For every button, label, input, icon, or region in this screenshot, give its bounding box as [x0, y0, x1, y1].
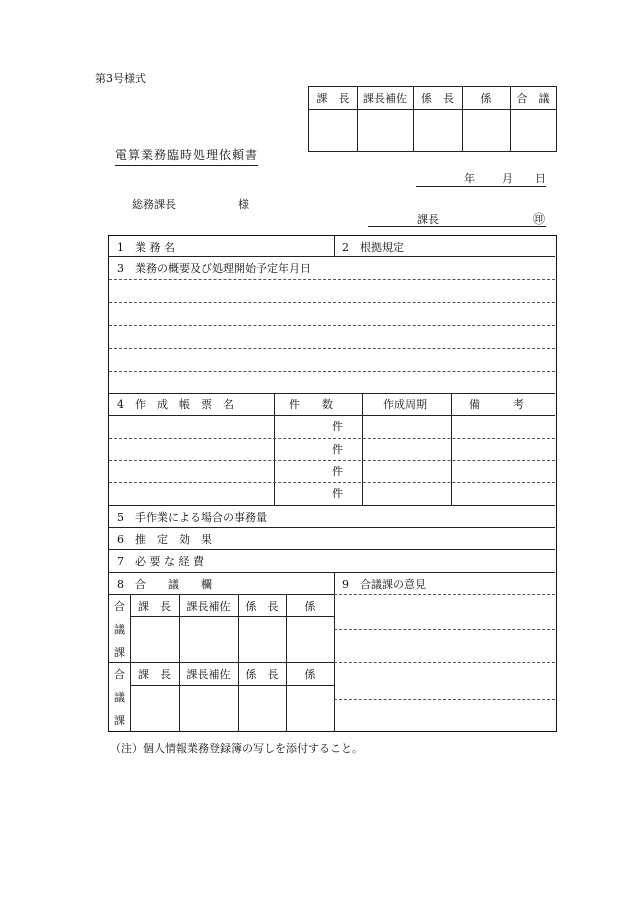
consult-1-header-deputy: 課長補佐 — [186, 600, 231, 613]
section-7-label: 7 必 要 な 経 費 — [117, 555, 204, 568]
consult-1-side-char-2: 議 — [114, 623, 125, 636]
approval-header-subsection-chief: 係 長 — [421, 92, 454, 105]
section-2-label: 2 根拠規定 — [342, 241, 404, 254]
count-unit-row-1: 件 — [332, 420, 343, 433]
consult-2-header-deputy: 課長補佐 — [186, 668, 231, 681]
form-number: 第3号様式 — [95, 72, 146, 85]
count-unit-row-2: 件 — [332, 443, 343, 456]
section-9-label: 9 合議課の意見 — [342, 578, 426, 591]
count-unit-row-4: 件 — [332, 487, 343, 500]
consult-2-side-char-2: 議 — [114, 691, 125, 704]
requester-signature-line — [368, 210, 546, 227]
approval-stamp-table — [308, 86, 557, 152]
seal-mark-icon: ㊞ — [533, 212, 546, 226]
approval-header-consultation: 合 議 — [516, 92, 550, 105]
addressee-honorific: 様 — [238, 198, 249, 211]
consult-1-side-char-1: 合 — [114, 600, 125, 613]
approval-header-deputy-chief: 課長補佐 — [363, 92, 407, 105]
consult-2-side-char-1: 合 — [114, 668, 125, 681]
form-title: 電算業務臨時処理依頼書 — [115, 146, 258, 166]
approval-header-section-chief: 課 長 — [316, 92, 350, 105]
consult-1-side-char-3: 課 — [114, 646, 125, 659]
requester-title: 課長 — [417, 213, 439, 226]
consult-2-header-chief: 課 長 — [138, 668, 171, 681]
section-4-note-header: 備 考 — [469, 398, 524, 411]
section-1-label: 1 業 務 名 — [117, 241, 175, 254]
footnote: （注）個人情報業務登録簿の写しを添付すること。 — [110, 742, 363, 755]
section-8-label: 8 合 議 欄 — [117, 578, 212, 591]
section-5-label: 5 手作業による場合の事務量 — [117, 511, 267, 524]
date-month-label: 月 — [502, 172, 513, 185]
section-4-label — [117, 399, 267, 410]
count-unit-row-3: 件 — [332, 465, 343, 478]
date-line — [416, 170, 546, 187]
approval-header-staff: 係 — [480, 92, 492, 105]
date-day-label: 日 — [535, 172, 546, 185]
consult-2-header-staff: 係 — [304, 668, 316, 681]
consult-2-header-subchief: 係 長 — [245, 668, 279, 681]
date-year-label: 年 — [464, 172, 475, 185]
section-4-cycle-header: 作成周期 — [383, 398, 427, 411]
main-form-table — [108, 235, 557, 732]
section-4-count-header: 件 数 — [289, 398, 333, 411]
consult-1-header-staff: 係 — [304, 600, 316, 613]
consult-1-header-subchief: 係 長 — [245, 600, 279, 613]
section-6-label: 6 推 定 効 果 — [117, 533, 212, 546]
addressee-dept: 総務課長 — [132, 198, 176, 211]
consult-2-side-char-3: 課 — [114, 714, 125, 727]
section-4-title: 4 作 成 帳 票 名 — [117, 398, 234, 411]
section-3-label: 3 業務の概要及び処理開始予定年月日 — [117, 262, 311, 275]
consult-1-header-chief: 課 長 — [138, 600, 171, 613]
